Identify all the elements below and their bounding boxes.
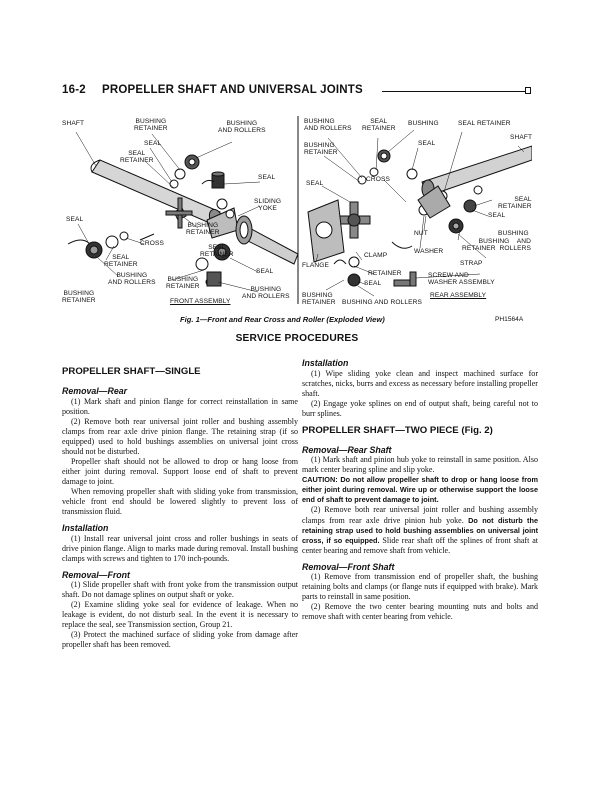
- label-cross: CROSS: [366, 176, 390, 183]
- header-rule-end: [525, 87, 531, 94]
- heading-installation: Installation: [302, 358, 349, 368]
- paragraph: (1) Mark shaft and pinion hub yoke to reinstall in same position. Also mark center bearing spline and slip yoke.: [302, 455, 538, 475]
- label-bushing-and-rollers: BUSHING AND ROLLERS: [342, 299, 422, 306]
- paragraph: (1) Remove from transmission end of propeller shaft, the bushing retaining bolts and clamps (or flange nuts if equipped with brake). Mark parts to reinstall in same position.: [302, 572, 538, 602]
- paragraph: (1) Wipe sliding yoke clean and inspect machined surface for scratches, nicks, burrs and excess as necessary before installing propeller shaft.: [302, 368, 538, 398]
- label-retainer: RETAINER: [368, 270, 402, 277]
- label-nut: NUT: [414, 230, 428, 237]
- paragraph-text: Slide rear shaft off the splines of front shaft at center bearing and remove shaft from vehicle.: [302, 535, 538, 555]
- paragraph-bold-text: Do not disturb the retaining strap used to hold bushing assemblies on universal joint cross, if so equipped.: [302, 515, 539, 545]
- label-sliding-yoke: SLIDING YOKE: [254, 198, 282, 213]
- label-washer: WASHER: [414, 248, 444, 255]
- label-cross: CROSS: [140, 240, 164, 247]
- paragraph: [302, 505, 538, 555]
- label-bushing-and-rollers: BUSHING AND ROLLERS: [108, 272, 156, 287]
- label-bushing-retainer: BUSHING RETAINER: [302, 292, 336, 307]
- label-front-assembly: FRONT ASSEMBLY: [170, 298, 231, 305]
- page-title: PROPELLER SHAFT AND UNIVERSAL JOINTS: [102, 84, 363, 96]
- right-column: [302, 358, 538, 622]
- label-bushing-retainer: BUSHING RETAINER: [186, 222, 220, 237]
- label-seal: SEAL: [418, 140, 436, 147]
- paragraph: (2) Remove both rear universal joint roller and bushing assembly clamps from rear axle drive pinion flange. The retaining strap (if so equipped) used to hold bushings assemblies on universal joint cross should not be disturbed.: [62, 416, 298, 456]
- label-bushing: BUSHING: [408, 120, 439, 127]
- label-seal-retainer: SEAL RETAINER: [498, 196, 532, 211]
- label-clamp: CLAMP: [364, 252, 388, 259]
- paragraph: (2) Remove the two center bearing mounting nuts and bolts and remove shaft with center bearing from vehicle.: [302, 602, 538, 622]
- label-seal: SEAL: [66, 216, 84, 223]
- paragraph: (3) Protect the machined surface of sliding yoke from damage after propeller shaft has been removed.: [62, 630, 298, 650]
- paragraph-text: (2) Remove both rear universal joint roller and bushing assembly clamps from rear axle drive pinion hub yoke.: [302, 505, 538, 525]
- heading-propeller-shaft-single: PROPELLER SHAFT—SINGLE: [62, 366, 201, 377]
- label-bushing-and-rollers: BUSHING AND ROLLERS: [218, 120, 266, 135]
- label-bushing-retainer-rollers: BUSHING AND RETAINER ROLLERS: [462, 238, 531, 253]
- label-bushing: BUSHING: [498, 230, 529, 237]
- label-seal: SEAL: [306, 180, 324, 187]
- label-strap: STRAP: [460, 260, 483, 267]
- label-seal: SEAL: [144, 140, 162, 147]
- label-flange: FLANGE: [302, 262, 329, 269]
- label-seal: SEAL: [364, 280, 382, 287]
- page-number: 16-2: [62, 84, 86, 96]
- heading-removal-rear: Removal—Rear: [62, 386, 128, 396]
- label-bushing-retainer: BUSHING RETAINER: [62, 290, 96, 305]
- label-rear-assembly: REAR ASSEMBLY: [430, 292, 487, 299]
- label-seal-retainer: SEAL RETAINER: [104, 254, 138, 269]
- label-shaft-rear: SHAFT: [510, 134, 533, 141]
- paragraph: (1) Install rear universal joint cross and roller bushings in seats of drive pinion flange. Align to marks made during removal. Install bushing clamps with screws and tighten to 170 inch-pounds.: [62, 533, 298, 563]
- paragraph: (1) Slide propeller shaft with front yoke from the transmission output shaft. Do not damage splines on output shaft or yoke.: [62, 580, 298, 600]
- heading-removal-front-shaft: Removal—Front Shaft: [302, 561, 395, 572]
- label-shaft-front: SHAFT: [62, 120, 85, 127]
- paragraph: (1) Mark shaft and pinion flange for correct reinstallation in same position.: [62, 396, 298, 416]
- caution-text: CAUTION: Do not allow propeller shaft to drop or hang loose from either joint during removal. Wire up or otherwise support the loose end of shaft to prevent damage to joint.: [302, 475, 538, 505]
- label-bushing-retainer: BUSHING RETAINER: [166, 276, 200, 291]
- paragraph: Propeller shaft should not be allowed to drop or hang loose from either joint during removal. Support loose end of shaft to prevent damage to joint.: [62, 456, 298, 486]
- label-bushing-and-rollers: BUSHING AND ROLLERS: [304, 118, 352, 133]
- section-heading: SERVICE PROCEDURES: [235, 333, 359, 344]
- heading-installation: Installation: [62, 523, 109, 534]
- label-seal-retainer: SEAL RETAINER: [362, 118, 396, 133]
- figure-caption: Fig. 1—Front and Rear Cross and Roller (Exploded View): [180, 315, 385, 324]
- left-column: [62, 358, 298, 651]
- label-seal-retainer: SEAL RETAINER: [200, 244, 234, 259]
- heading-removal-rear-shaft: Removal—Rear Shaft: [302, 444, 392, 455]
- label-bushing-retainer: BUSHING RETAINER: [134, 118, 168, 133]
- header-rule: [382, 91, 526, 92]
- heading-removal-front: Removal—Front: [62, 569, 130, 580]
- heading-propeller-shaft-two-piece: PROPELLER SHAFT—TWO PIECE (Fig. 2): [302, 424, 493, 436]
- label-bushing-retainer: BUSHING RETAINER: [304, 142, 338, 157]
- label-seal: SEAL: [256, 268, 274, 275]
- figure-code: PH1564A: [495, 316, 524, 323]
- label-bushing-and-rollers: BUSHING AND ROLLERS: [242, 286, 290, 301]
- label-screw-and-washer: SCREW AND WASHER ASSEMBLY: [428, 272, 495, 287]
- exploded-view-figure: [62, 112, 532, 314]
- paragraph: When removing propeller shaft with sliding yoke from transmission, vehicle front end should be lowered slightly to prevent loss of transmission fluid.: [62, 486, 298, 517]
- label-seal-retainer: SEAL RETAINER: [458, 120, 511, 127]
- label-seal: SEAL: [488, 212, 506, 219]
- paragraph: (2) Engage yoke splines on end of output shaft, being careful not to burr splines.: [302, 398, 538, 418]
- paragraph: (2) Examine sliding yoke seal for evidence of leakage. When no leakage is evident, do not disturb seal. In the event it is necessary to replace the seal, see Transmission section, Group 21.: [62, 600, 298, 630]
- label-seal-retainer: SEAL RETAINER: [120, 150, 154, 165]
- page-header: [62, 84, 532, 98]
- label-seal: SEAL: [258, 174, 276, 181]
